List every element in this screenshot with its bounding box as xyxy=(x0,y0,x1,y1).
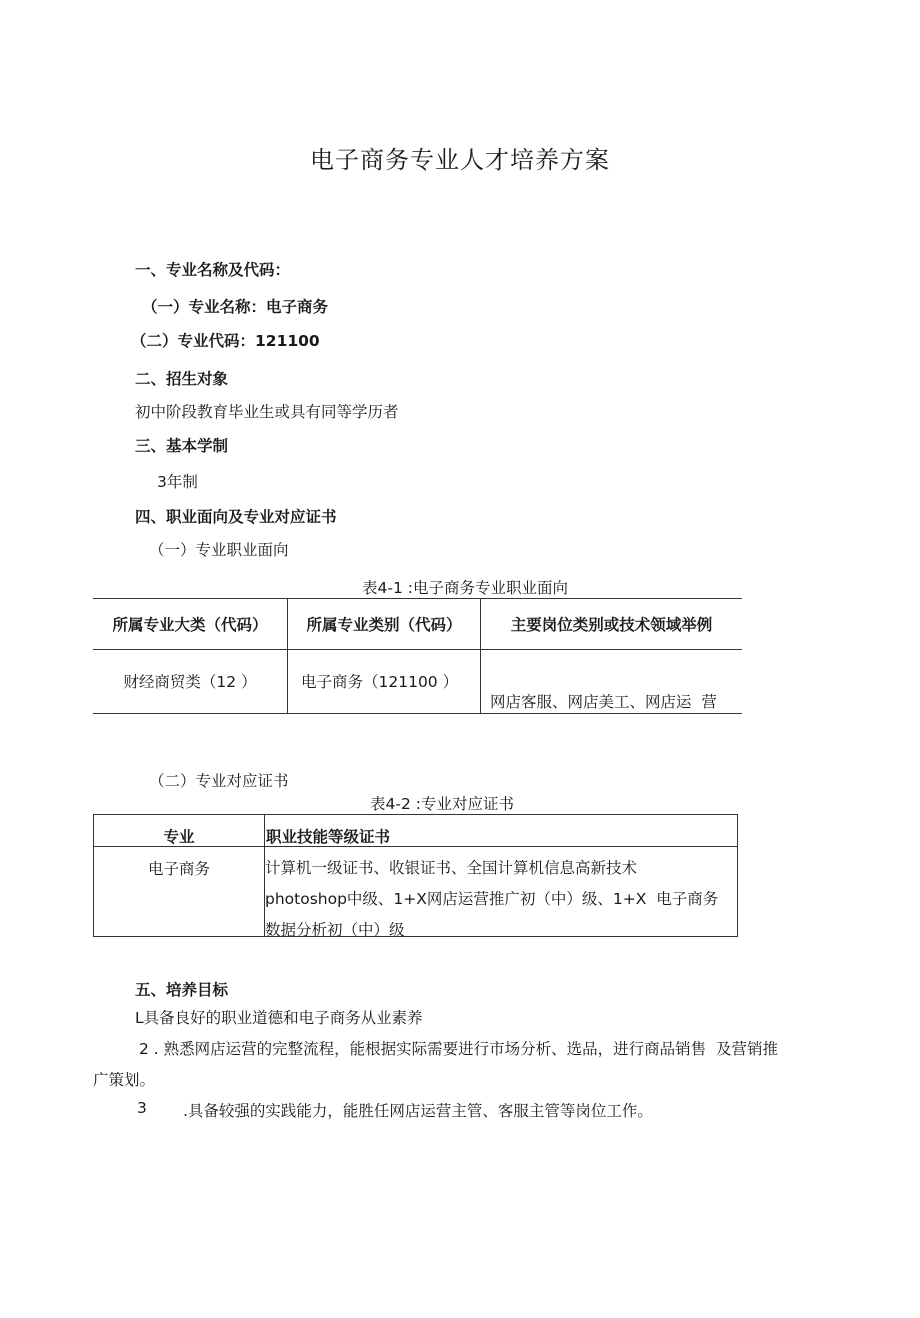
table2-cell-cert-line: photoshop中级、1+X网店运营推广初（中）级、1+X 电子商务 xyxy=(265,890,719,908)
table1-cell-subcategory: 电子商务（121100 ） xyxy=(301,673,459,691)
subheading-certificates: （二）专业对应证书 xyxy=(149,772,289,790)
section-heading-duration: 三、基本学制 xyxy=(135,437,229,455)
goal-item-2-continuation: 广策划。 xyxy=(93,1071,156,1089)
section-heading-career: 四、职业面向及专业对应证书 xyxy=(135,508,337,526)
goal-item-1: L具备良好的职业道德和电子商务从业素养 xyxy=(135,1009,423,1027)
table2-header-certificate: 职业技能等级证书 xyxy=(266,828,391,846)
table2-cell-cert-line: 数据分析初（中）级 xyxy=(265,921,405,939)
table2-caption: 表4-2 :专业对应证书 xyxy=(370,795,514,813)
table1-cell-positions: 网店客服、网店美工、网店运 营 xyxy=(490,693,717,711)
goal-item-3-number: 3 xyxy=(137,1099,147,1117)
table1-header-subcategory: 所属专业类别（代码） xyxy=(306,616,462,634)
section-heading-goals: 五、培养目标 xyxy=(135,981,229,999)
page-title: 电子商务专业人才培养方案 xyxy=(310,146,610,174)
table2-header-major: 专业 xyxy=(163,828,195,846)
goal-item-3: .具备较强的实践能力，能胜任网店运营主管、客服主管等岗位工作。 xyxy=(183,1102,653,1120)
goal-item-2: 2 . 熟悉网店运营的完整流程，能根据实际需要进行市场分析、选品，进行商品销售 及营销推 xyxy=(139,1040,778,1058)
table1-header-category: 所属专业大类（代码） xyxy=(112,616,268,634)
career-orientation-table xyxy=(93,598,742,714)
table1-header-divider xyxy=(93,649,742,650)
section-heading-name-code: 一、专业名称及代码： xyxy=(135,261,291,279)
major-name-line: （一）专业名称：电子商务 xyxy=(142,298,329,316)
table2-cell-major: 电子商务 xyxy=(147,860,210,878)
section-heading-enrollment: 二、招生对象 xyxy=(135,370,229,388)
certificate-table xyxy=(93,814,738,937)
subheading-career-orientation: （一）专业职业面向 xyxy=(149,541,289,559)
table1-cell-category: 财经商贸类（12 ） xyxy=(123,673,257,691)
table1-caption: 表4-1 :电子商务专业职业面向 xyxy=(362,579,568,597)
major-code-line: （二）专业代码：121100 xyxy=(131,332,320,350)
duration-text: 3年制 xyxy=(157,473,198,491)
enrollment-text: 初中阶段教育毕业生或具有同等学历者 xyxy=(135,403,399,421)
table1-header-positions: 主要岗位类别或技术领域举例 xyxy=(510,616,713,634)
table2-cell-cert-line: 计算机一级证书、收银证书、全国计算机信息高新技术 xyxy=(265,859,638,877)
